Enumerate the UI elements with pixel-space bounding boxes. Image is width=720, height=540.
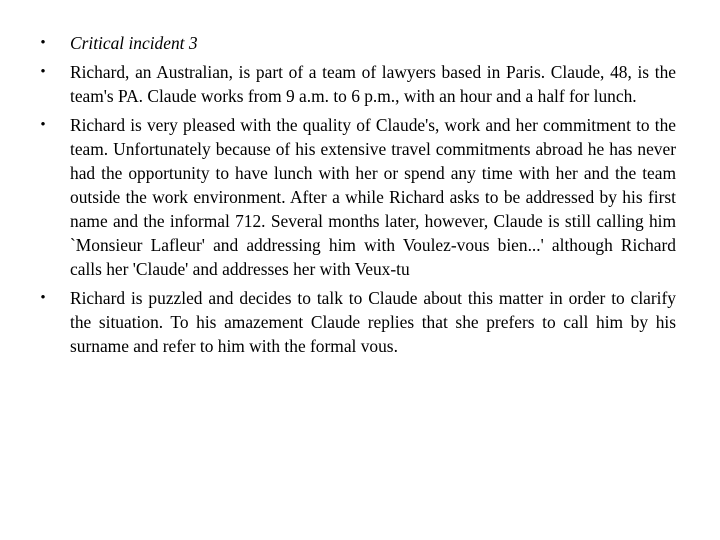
- bullet-item-outcome: [36, 286, 676, 358]
- bullet-list: [36, 31, 676, 363]
- bullet-item-intro: [36, 60, 676, 108]
- bullet-text-outcome: Richard is puzzled and decides to talk to Claude about this matter in order to clarify the situation. To his amazement Claude replies that she prefers to call him by his surname and refer to him with the formal vous.: [70, 288, 676, 356]
- bullet-item-situation: [36, 113, 676, 281]
- bullet-item-title: [36, 31, 676, 55]
- bullet-text-intro: Richard, an Australian, is part of a team of lawyers based in Paris. Claude, 48, is the team's PA. Claude works from 9 a.m. to 6 p.m., with an hour and a half for lunch.: [70, 62, 676, 106]
- bullet-icon: •: [40, 290, 46, 306]
- bullet-icon: •: [40, 117, 46, 133]
- critical-incident-title: Critical incident 3: [70, 33, 198, 53]
- bullet-text-situation: Richard is very pleased with the quality of Claude's, work and her commitment to the team. Unfortunately because of his extensive travel commitments abroad he has never had the opportunity to have lunch with her or spend any time with her and the team outside the work environment. After a while Richard asks to be addressed by his first name and the informal 712. Several months later, however, Claude is still calling him `Monsieur Lafleur' and addressing him with Voulez-vous bien...' although Richard calls her 'Claude' and addresses her with Veux-tu: [70, 115, 676, 279]
- bullet-icon: •: [40, 64, 46, 80]
- bullet-icon: •: [40, 35, 46, 51]
